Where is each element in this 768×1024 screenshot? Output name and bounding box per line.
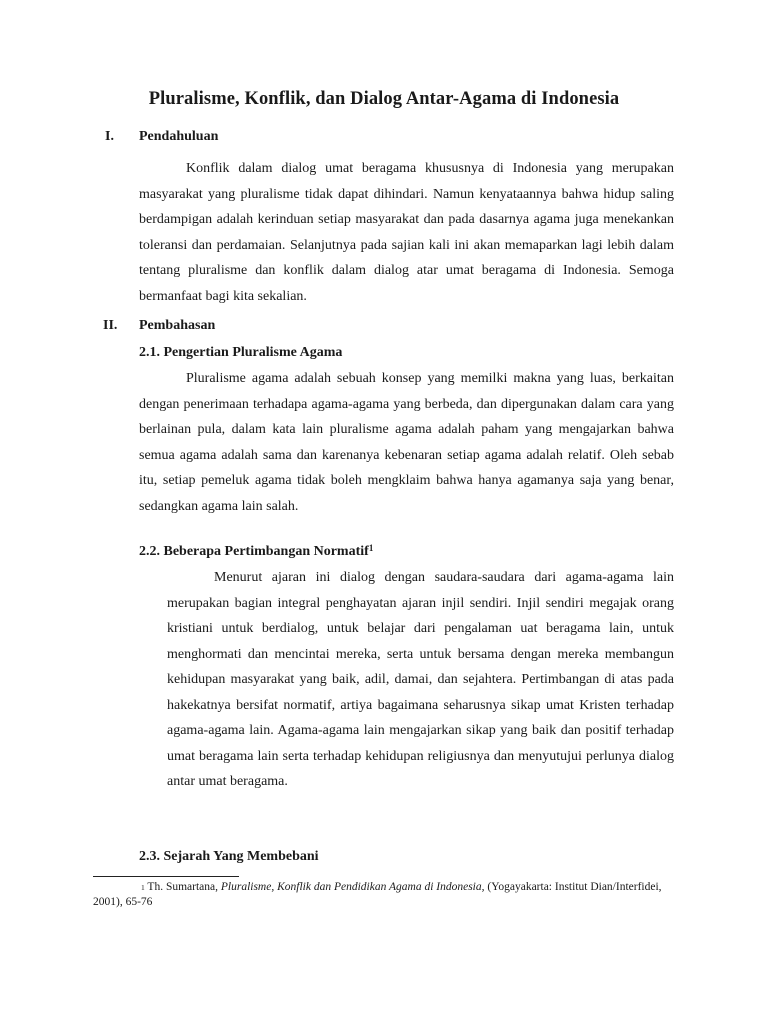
section-heading-pendahuluan: Pendahuluan <box>139 129 219 144</box>
footnote <box>93 880 673 910</box>
footnote-number: 1 <box>141 883 145 892</box>
subsection-heading-2-1: 2.1. Pengertian Pluralisme Agama <box>139 345 343 360</box>
section-heading-pembahasan: Pembahasan <box>139 318 216 333</box>
paragraph-2-1: Pluralisme agama adalah sebuah konsep yang memilki makna yang luas, berkaitan dengan penerimaan terhadapa agama-agama yang berbeda, dan dipergunakan dalam cara yang berlainan pula, dalam kata lain pluralisme agama adalah paham yang mengajarkan bahwa semua agama adalah sama dan karenanya kebenaran setiap agama adalah relatif. Oleh sebab itu, setiap pemeluk agama tidak boleh mengklaim bahwa hanya agamanya saja yang benar, sedangkan agama lain salah. <box>139 371 674 514</box>
footnote-book-title: Pluralisme, Konflik dan Pendidikan Agama di Indonesia, <box>220 881 485 893</box>
footnote-divider <box>93 876 239 877</box>
paragraph-2-2: Menurut ajaran ini dialog dengan saudara-saudara dari agama-agama lain merupakan bagian integral penghayatan ajaran injil sendiri. Injil sendiri megajak orang kristiani untuk berdialog, untuk belajar dari pengalaman uat beragama lain, untuk menghormati dan mencintai mereka, serta untuk bersama dengan mereka membangun kehidupan masyarakat yang baik, adil, damai, dan sejahtera. Pertimbangan di atas pada hakekatnya bersifat normatif, artiya bagaimana seharusnya sikap umat Kristen terhadap agama-agama lain. Agama-agama lain mengajarkan sikap yang baik dan positif terhadap umat beragama lain serta terhadap kehidupan religiusnya dan menyutujui perlunya dialog antar umat beragama. <box>167 570 674 789</box>
footnote-reference[interactable]: 1 <box>368 543 374 553</box>
page-title: Pluralisme, Konflik, dan Dialog Antar-Agama di Indonesia <box>148 89 620 109</box>
subsection-heading-2-2 <box>139 544 373 560</box>
section-number-1: I. <box>105 129 114 144</box>
subsection-heading-2-3: 2.3. Sejarah Yang Membebani <box>139 849 319 864</box>
subsection-heading-2-2-text: 2.2. Beberapa Pertimbangan Normatif <box>139 544 369 559</box>
footnote-author: Th. Sumartana, <box>144 881 221 893</box>
paragraph-pendahuluan: Konflik dalam dialog umat beragama khususnya di Indonesia yang merupakan masyarakat yang pluralisme tidak dapat dihindari. Namun kenyataannya bahwa hidup saling berdampigan adalah kerinduan setiap masyarakat dan pada dasarnya agama juga menekankan toleransi dan perdamaian. Selanjutnya pada sajian kali ini akan memaparkan lagi lebih dalam tentang pluralisme dan konflik dalam dialog atar umat beragama di Indonesia. Semoga bermanfaat bagi kita sekalian. <box>139 161 674 304</box>
footnote-publication: (Yogayakarta: Institut Dian/Interfidei, 2001), 65-76 <box>93 881 662 908</box>
section-number-2: II. <box>103 318 118 333</box>
